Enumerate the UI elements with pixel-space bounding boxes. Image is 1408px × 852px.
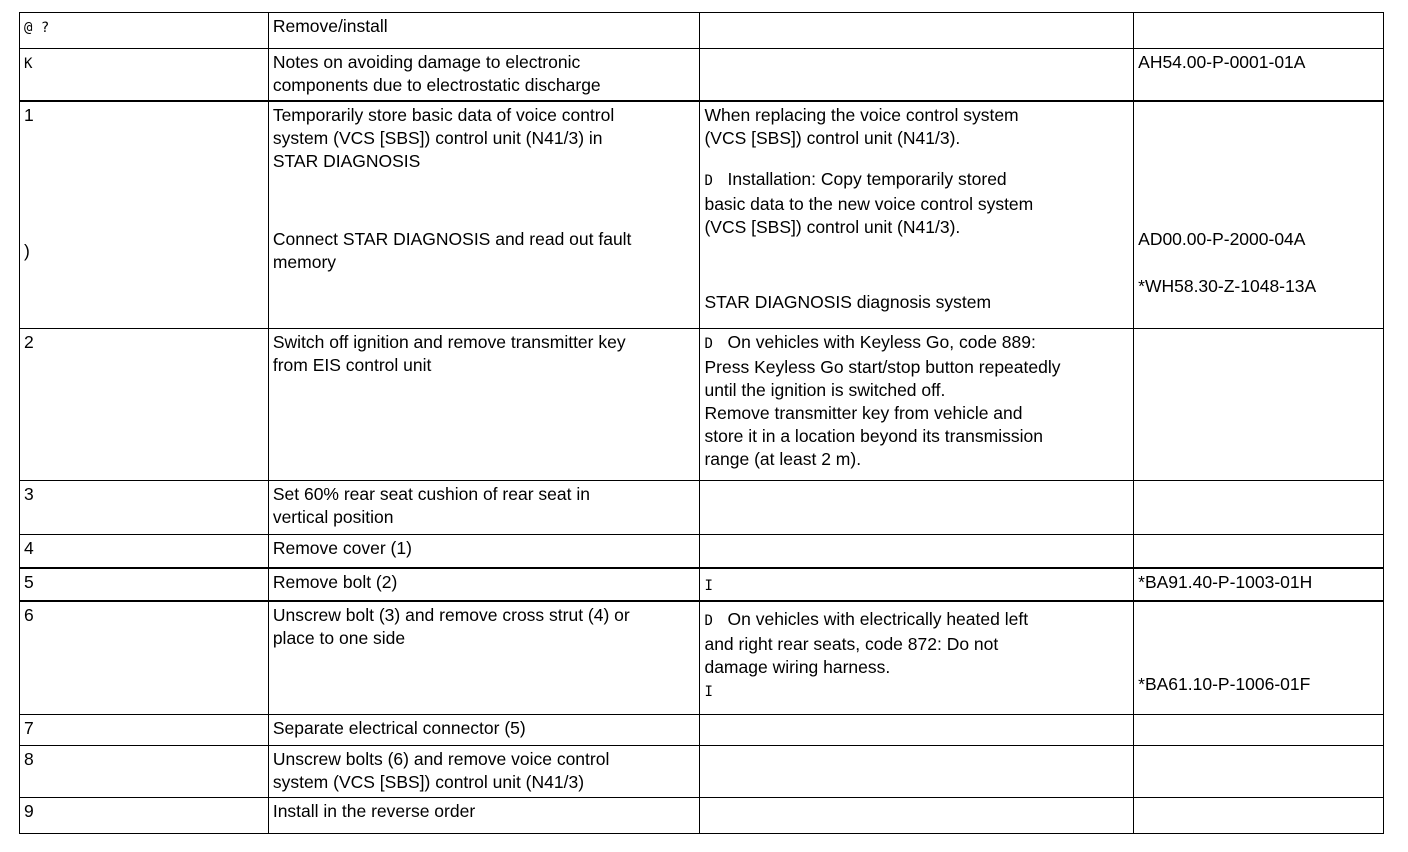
action-text: memory — [272, 251, 337, 272]
action-cell — [268, 715, 700, 746]
document-reference[interactable]: *BA61.10-P-1006-01F — [1138, 673, 1311, 694]
action-text: Temporarily store basic data of voice control — [272, 104, 615, 125]
action-cell — [268, 101, 700, 329]
notes-cell — [700, 601, 1134, 715]
action-text: Remove bolt (2) — [272, 571, 398, 592]
table-row — [20, 535, 1384, 568]
action-text: vertical position — [272, 507, 394, 527]
note-text: range (at least 2 m). — [704, 449, 862, 469]
action-text: Remove cover (1) — [272, 538, 412, 558]
action-text: Unscrew bolt (3) and remove cross strut (4) or — [272, 604, 630, 625]
step-number: 2 — [24, 332, 34, 352]
note-text: until the ignition is switched off. — [704, 380, 946, 400]
note-text: (VCS [SBS]) control unit (N41/3). — [704, 216, 961, 237]
table-row — [20, 798, 1384, 834]
table-row — [20, 13, 1384, 49]
table-row — [20, 481, 1384, 535]
action-cell — [268, 49, 700, 101]
procedure-table — [19, 12, 1384, 834]
ref-cell — [1134, 568, 1384, 601]
note-text: store it in a location beyond its transmission — [704, 426, 1043, 446]
note-text: When replacing the voice control system — [704, 104, 1019, 125]
notes-cell — [700, 798, 1134, 834]
note-text: On vehicles with Keyless Go, code 889: — [727, 332, 1036, 352]
notes-cell — [700, 568, 1134, 601]
ref-cell — [1134, 481, 1384, 535]
step-symbol: ) — [24, 240, 30, 261]
table-row — [20, 329, 1384, 481]
note-text: damage wiring harness. — [704, 656, 891, 677]
step-cell — [20, 746, 269, 798]
action-text: place to one side — [272, 627, 406, 648]
action-cell — [268, 746, 700, 798]
note-text: Installation: Copy temporarily stored — [727, 168, 1007, 189]
danger-symbol: D — [704, 336, 713, 352]
table-row — [20, 746, 1384, 798]
step-number: 6 — [24, 604, 34, 625]
table-row — [20, 715, 1384, 746]
danger-symbol: D — [704, 172, 713, 189]
action-cell — [268, 329, 700, 481]
action-text: Notes on avoiding damage to electronic — [272, 52, 581, 72]
note-text: and right rear seats, code 872: Do not — [704, 633, 999, 654]
step-cell — [20, 601, 269, 715]
step-cell — [20, 535, 269, 568]
table-row — [20, 601, 1384, 715]
note-text: Remove transmitter key from vehicle and — [704, 403, 1023, 423]
note-text: (VCS [SBS]) control unit (N41/3). — [704, 127, 961, 148]
step-number: 1 — [24, 104, 34, 125]
step-number: 8 — [24, 749, 34, 769]
action-text: Separate electrical connector (5) — [272, 718, 526, 738]
step-cell — [20, 568, 269, 601]
step-cell — [20, 481, 269, 535]
step-cell — [20, 715, 269, 746]
action-text: Remove/install — [272, 16, 388, 36]
note-text: STAR DIAGNOSIS diagnosis system — [704, 291, 992, 312]
step-number: 5 — [24, 571, 34, 592]
ref-cell — [1134, 798, 1384, 834]
document-reference[interactable]: AD00.00-P-2000-04A — [1138, 228, 1306, 249]
step-number: 4 — [24, 538, 34, 558]
step-symbol: K — [24, 56, 33, 72]
step-cell — [20, 49, 269, 101]
notes-cell — [700, 535, 1134, 568]
info-symbol: I — [704, 577, 713, 594]
note-text: Press Keyless Go start/stop button repeatedly — [704, 357, 1061, 377]
table-row — [20, 568, 1384, 601]
danger-symbol: D — [704, 612, 713, 629]
info-symbol: I — [704, 683, 713, 700]
action-text: system (VCS [SBS]) control unit (N41/3) in — [272, 127, 603, 148]
step-number: 9 — [24, 801, 34, 821]
action-text: from EIS control unit — [272, 355, 432, 375]
notes-cell — [700, 746, 1134, 798]
action-text: Switch off ignition and remove transmitter key — [272, 332, 626, 352]
note-text: On vehicles with electrically heated left — [727, 608, 1029, 629]
step-number: 7 — [24, 718, 34, 738]
action-text: Install in the reverse order — [272, 801, 476, 821]
notes-cell — [700, 101, 1134, 329]
document-reference[interactable]: *BA91.40-P-1003-01H — [1138, 571, 1313, 592]
ref-cell — [1134, 601, 1384, 715]
action-text: Unscrew bolts (6) and remove voice control — [272, 749, 610, 769]
ref-cell — [1134, 329, 1384, 481]
ref-cell — [1134, 13, 1384, 49]
note-text: basic data to the new voice control system — [704, 193, 1034, 214]
action-text: STAR DIAGNOSIS — [272, 150, 421, 171]
notes-cell — [700, 13, 1134, 49]
notes-cell — [700, 329, 1134, 481]
action-text: Connect STAR DIAGNOSIS and read out fault — [272, 228, 632, 249]
table-row — [20, 101, 1384, 329]
document-reference[interactable]: AH54.00-P-0001-01A — [1138, 52, 1306, 72]
notes-cell — [700, 49, 1134, 101]
step-number: 3 — [24, 484, 34, 504]
action-text: system (VCS [SBS]) control unit (N41/3) — [272, 772, 585, 792]
step-cell — [20, 798, 269, 834]
action-cell — [268, 798, 700, 834]
action-cell — [268, 568, 700, 601]
step-cell — [20, 101, 269, 329]
action-cell — [268, 601, 700, 715]
ref-cell — [1134, 49, 1384, 101]
ref-cell — [1134, 535, 1384, 568]
action-cell — [268, 535, 700, 568]
step-cell — [20, 13, 269, 49]
notes-cell — [700, 715, 1134, 746]
action-text: components due to electrostatic discharge — [272, 75, 601, 95]
table-row — [20, 49, 1384, 101]
notes-cell — [700, 481, 1134, 535]
ref-cell — [1134, 101, 1384, 329]
action-text: Set 60% rear seat cushion of rear seat in — [272, 484, 590, 504]
ref-cell — [1134, 715, 1384, 746]
step-symbol: @ ? — [24, 20, 50, 36]
step-cell — [20, 329, 269, 481]
action-cell — [268, 481, 700, 535]
ref-cell — [1134, 746, 1384, 798]
document-reference[interactable]: *WH58.30-Z-1048-13A — [1138, 275, 1317, 296]
action-cell — [268, 13, 700, 49]
